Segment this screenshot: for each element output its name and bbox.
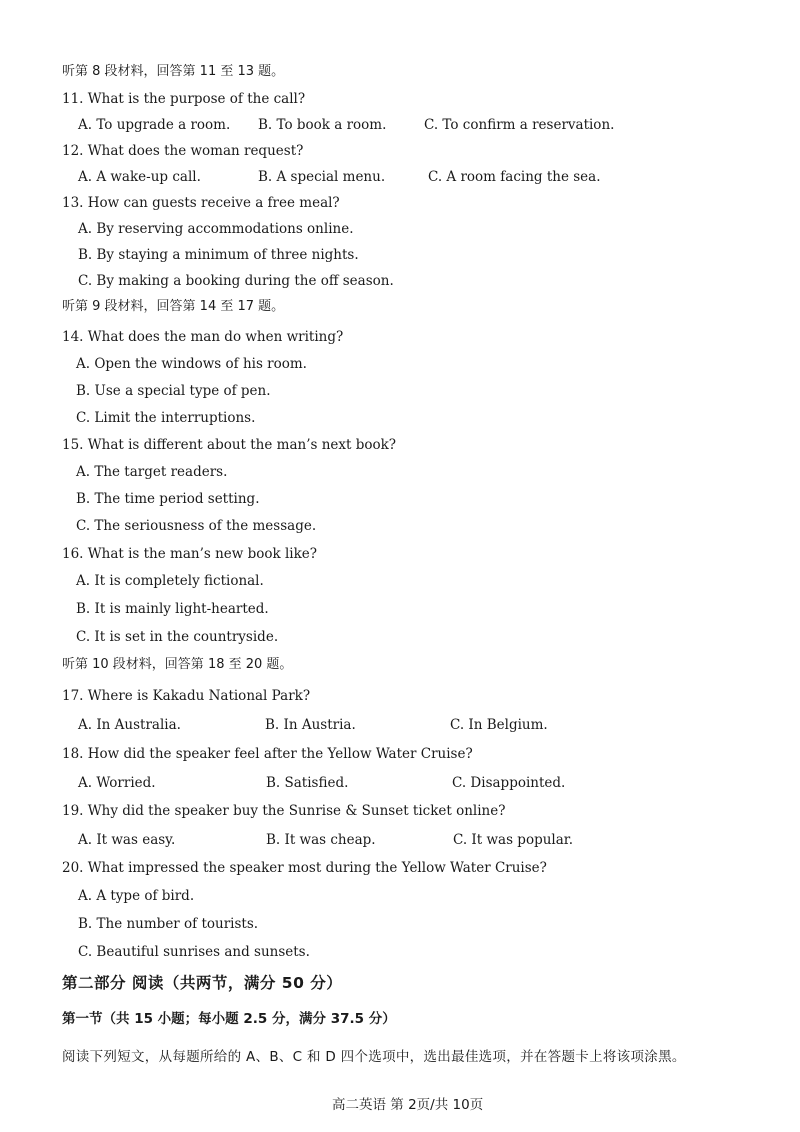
page-footer: 高二英语 第 2页/共 10页 bbox=[332, 1097, 484, 1113]
question-13-option-c: C. By making a booking during the off season. bbox=[78, 273, 394, 289]
section-8-instruction: 听第 8 段材料，回答第 11 至 13 题。 bbox=[62, 64, 285, 79]
question-12-option-a: A. A wake-up call. bbox=[78, 169, 201, 185]
question-13-stem: 13. How can guests receive a free meal? bbox=[62, 195, 340, 211]
question-17-option-c: C. In Belgium. bbox=[450, 717, 548, 733]
question-12-option-b: B. A special menu. bbox=[258, 169, 386, 185]
question-18-option-a: A. Worried. bbox=[78, 775, 156, 791]
question-15-stem: 15. What is different about the man’s next book? bbox=[62, 437, 397, 453]
question-16-option-c: C. It is set in the countryside. bbox=[76, 629, 279, 645]
part-2-title: 第二部分 阅读（共两节，满分 50 分） bbox=[62, 974, 343, 992]
question-20-stem: 20. What impressed the speaker most during the Yellow Water Cruise? bbox=[62, 860, 547, 876]
question-11-option-b: B. To book a room. bbox=[258, 117, 387, 133]
question-12-stem: 12. What does the woman request? bbox=[62, 143, 304, 159]
question-15-option-b: B. The time period setting. bbox=[76, 491, 260, 507]
question-17-option-b: B. In Austria. bbox=[265, 717, 356, 733]
question-16-stem: 16. What is the man’s new book like? bbox=[62, 546, 318, 562]
question-14-option-c: C. Limit the interruptions. bbox=[76, 410, 256, 426]
question-14-option-b: B. Use a special type of pen. bbox=[76, 383, 271, 399]
question-13-option-b: B. By staying a minimum of three nights. bbox=[78, 247, 359, 263]
question-17-option-a: A. In Australia. bbox=[78, 717, 181, 733]
question-12-option-c: C. A room facing the sea. bbox=[428, 169, 601, 185]
section-1-title: 第一节（共 15 小题；每小题 2.5 分，满分 37.5 分） bbox=[62, 1011, 396, 1027]
question-13-option-a: A. By reserving accommodations online. bbox=[78, 221, 354, 237]
question-18-stem: 18. How did the speaker feel after the Yellow Water Cruise? bbox=[62, 746, 473, 762]
question-11-stem: 11. What is the purpose of the call? bbox=[62, 91, 306, 107]
question-20-option-b: B. The number of tourists. bbox=[78, 916, 259, 932]
question-19-stem: 19. Why did the speaker buy the Sunrise & Sunset ticket online? bbox=[62, 803, 506, 819]
question-18-option-b: B. Satisfied. bbox=[266, 775, 349, 791]
question-15-option-c: C. The seriousness of the message. bbox=[76, 518, 317, 534]
question-19-option-a: A. It was easy. bbox=[78, 832, 176, 848]
question-11-option-a: A. To upgrade a room. bbox=[78, 117, 231, 133]
question-19-option-c: C. It was popular. bbox=[453, 832, 574, 848]
section-9-instruction: 听第 9 段材料，回答第 14 至 17 题。 bbox=[62, 299, 285, 314]
question-17-stem: 17. Where is Kakadu National Park? bbox=[62, 688, 311, 704]
question-15-option-a: A. The target readers. bbox=[76, 464, 228, 480]
question-18-option-c: C. Disappointed. bbox=[452, 775, 566, 791]
question-16-option-a: A. It is completely fictional. bbox=[76, 573, 264, 589]
question-14-option-a: A. Open the windows of his room. bbox=[76, 356, 307, 372]
section-10-instruction: 听第 10 段材料，回答第 18 至 20 题。 bbox=[62, 657, 293, 672]
question-20-option-c: C. Beautiful sunrises and sunsets. bbox=[78, 944, 310, 960]
question-19-option-b: B. It was cheap. bbox=[266, 832, 376, 848]
question-11-option-c: C. To confirm a reservation. bbox=[424, 117, 615, 133]
question-14-stem: 14. What does the man do when writing? bbox=[62, 329, 344, 345]
question-20-option-a: A. A type of bird. bbox=[78, 888, 195, 904]
question-16-option-b: B. It is mainly light-hearted. bbox=[76, 601, 269, 617]
reading-instruction: 阅读下列短文，从每题所给的 A、B、C 和 D 四个选项中，选出最佳选项，并在答题卡上将该项涂黑。 bbox=[62, 1049, 686, 1065]
